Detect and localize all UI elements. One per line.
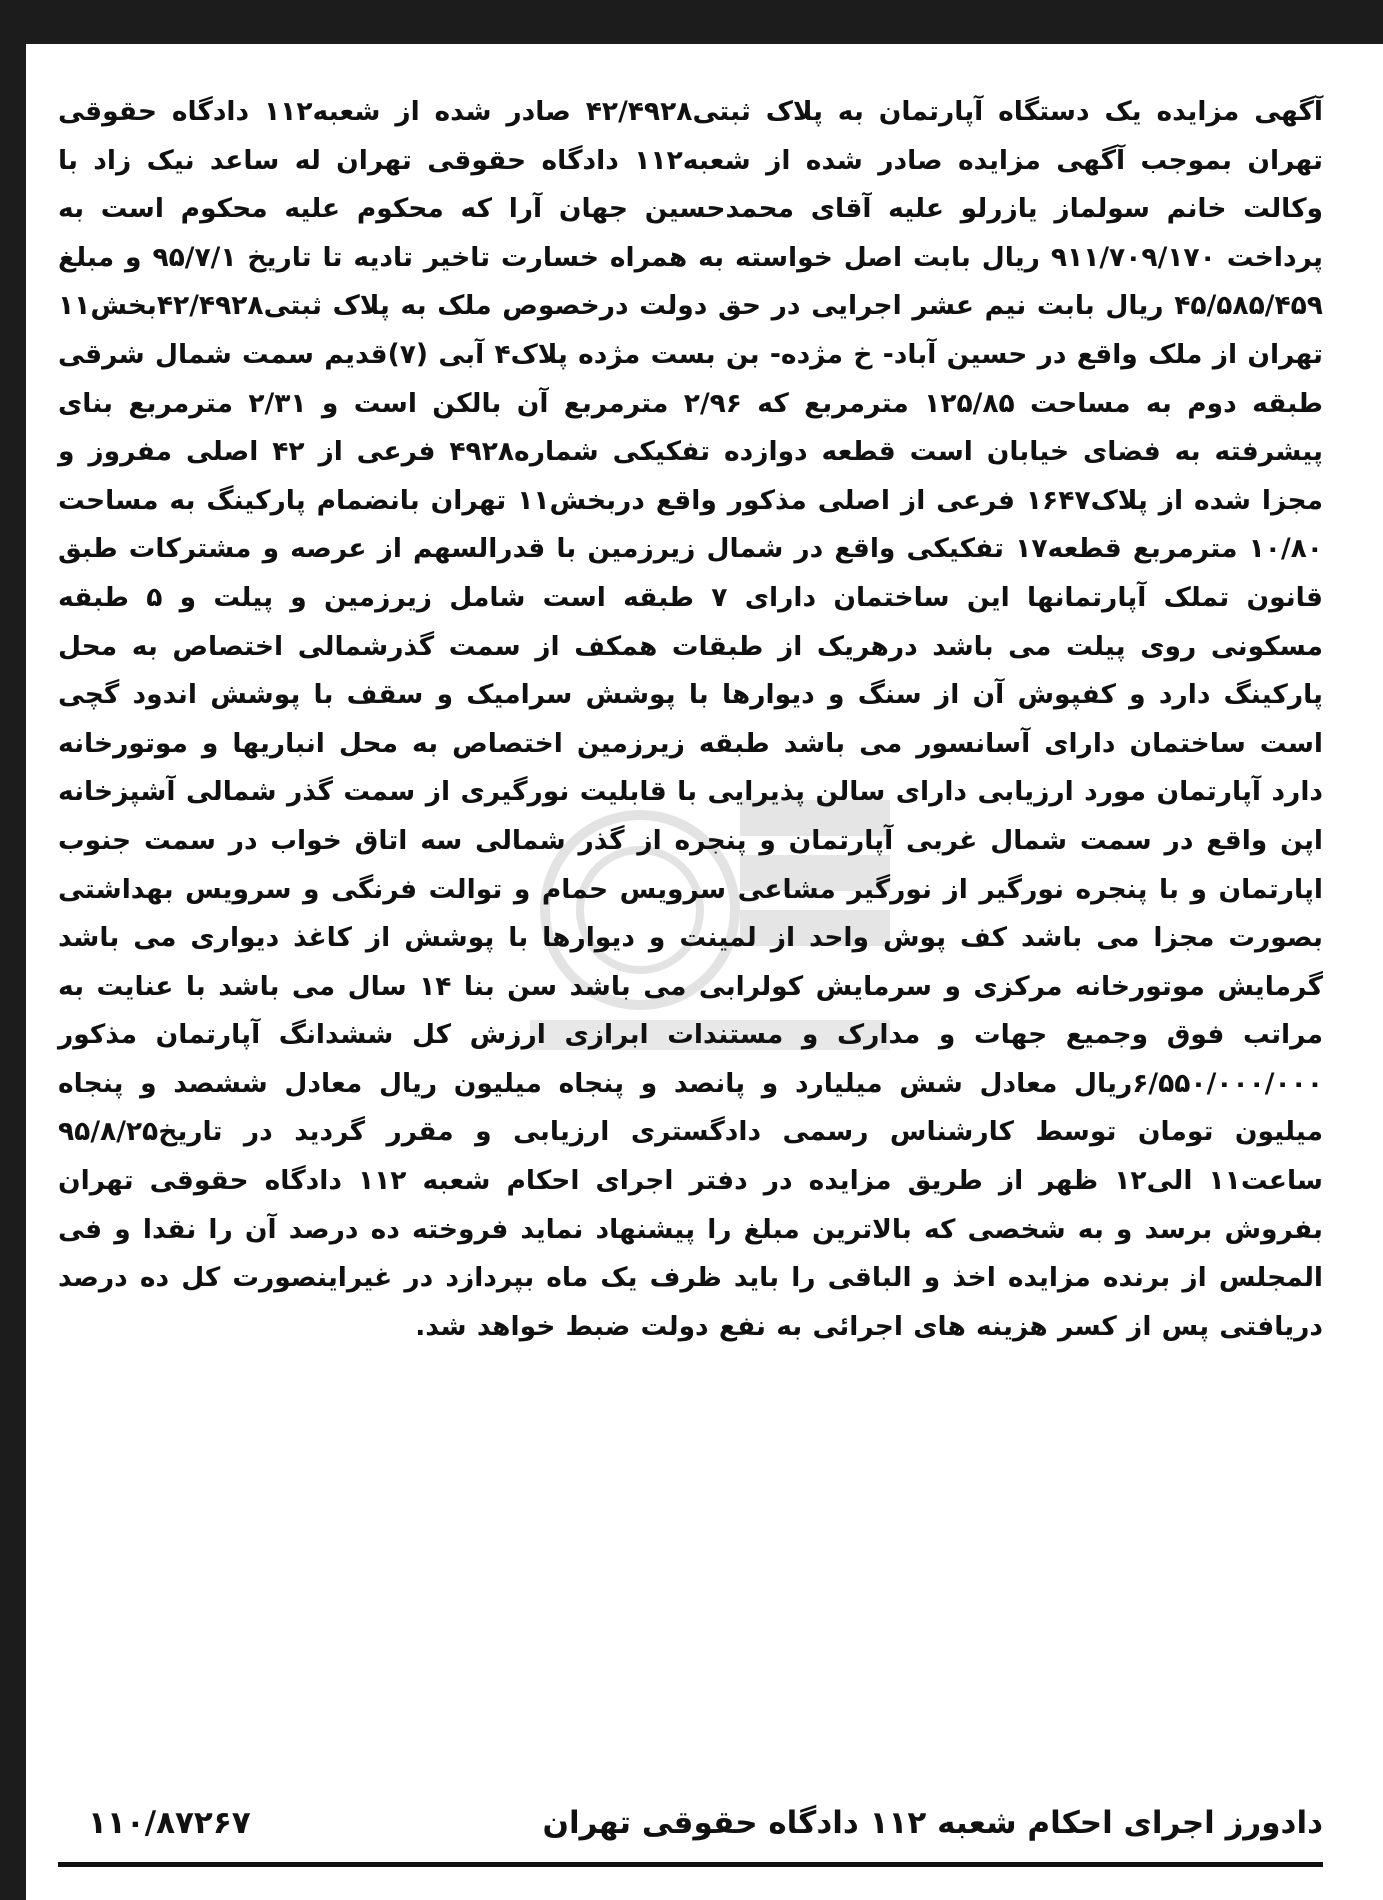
footer-code: ۱۱۰/۸۷۲۶۷	[88, 1805, 251, 1841]
top-border-bar	[0, 0, 1383, 44]
footer-signature: دادورز اجرای احکام شعبه ۱۱۲ دادگاه حقوقی تهران	[542, 1805, 1323, 1841]
auction-notice	[58, 88, 1323, 1351]
notice-footer	[58, 1795, 1323, 1855]
notice-body: آگهی مزایده یک دستگاه آپارتمان به پلاک ثبتی۴۲/۴۹۲۸ صادر شده از شعبه۱۱۲ دادگاه حقوقی تهران بموجب آگهی مزایده صادر شده از شعبه۱۱۲ دادگاه حقوقی تهران له ساعد نیک زاد با وکالت خانم سولماز یازرلو علیه آقای محمدحسین جهان آرا که محکوم علیه محکوم است به پرداخت ۹۱۱/۷۰۹/۱۷۰ ریال بابت اصل خواسته به همراه خسارت تاخیر تادیه تا تاریخ ۹۵/۷/۱ و مبلغ ۴۵/۵۸۵/۴۵۹ ریال بابت نیم عشر اجرایی در حق دولت درخصوص ملک به پلاک ثبتی۴۲/۴۹۲۸بخش۱۱ تهران از ملک واقع در حسین آباد- خ مژده- بن بست مژده پلاک۴ آبی (۷)قدیم سمت شمال شرقی طبقه دوم به مساحت ۱۲۵/۸۵ مترمربع که ۲/۹۶ مترمربع آن بالکن است و ۲/۳۱ مترمربع بنای پیشرفته به فضای خیابان است قطعه دوازده تفکیکی شماره۴۹۲۸ فرعی از ۴۲ اصلی مفروز و مجزا شده از پلاک۱۶۴۷ فرعی از اصلی مذکور واقع دربخش۱۱ تهران بانضمام پارکینگ به مساحت ۱۰/۸۰ مترمربع قطعه۱۷ تفکیکی واقع در شمال زیرزمین با قدرالسهم از عرصه و مشترکات طبق قانون تملک آپارتمانها این ساختمان دارای ۷ طبقه است شامل زیرزمین و پیلت و ۵ طبقه مسکونی روی پیلت می باشد درهریک از طبقات همکف از سمت گذرشمالی اختصاص به محل پارکینگ دارد و کفپوش آن از سنگ و دیوارها با پوشش سرامیک و سقف با پوشش اندود گچی است ساختمان دارای آسانسور می باشد طبقه زیرزمین اختصاص به محل انباریها و موتورخانه دارد آپارتمان مورد ارزیابی دارای سالن پذیرایی با قابلیت نورگیری از سمت گذر شمالی آشپزخانه اپن واقع در سمت شمال غربی آپارتمان و پنجره از گذر شمالی سه اتاق خواب در سمت جنوب اپارتمان و با پنجره نورگیر از نورگیر مشاعی سرویس حمام و توالت فرنگی و سرویس بهداشتی بصورت مجزا می باشد کف پوش واحد از لمینت و دیوارها با پوشش از کاغذ دیواری می باشد گرمایش موتورخانه مرکزی و سرمایش کولرابی می باشد سن بنا ۱۴ سال می باشد با عنایت به مراتب فوق وجمیع جهات و مدارک و مستندات ابرازی ارزش کل ششدانگ آپارتمان مذکور ۶/۵۵۰/۰۰۰/۰۰۰ریال معادل شش میلیارد و پانصد و پنجاه میلیون ریال معادل ششصد و پنجاه میلیون تومان توسط کارشناس رسمی دادگستری ارزیابی و مقرر گردید در تاریخ۹۵/۸/۲۵ ساعت۱۱ الی۱۲ ظهر از طریق مزایده در دفتر اجرای احکام شعبه ۱۱۲ دادگاه حقوقی تهران بفروش برسد و به شخصی که بالاترین مبلغ را پیشنهاد نماید فروخته ده درصد آن را نقدا و فی المجلس از برنده مزایده اخذ و الباقی را باید ظرف یک ماه بپردازد در غیراینصورت کل ده درصد دریافتی پس از کسر هزینه های اجرائی به نفع دولت ضبط خواهد شد.	[58, 96, 1324, 1342]
footer-divider	[58, 1862, 1323, 1867]
left-border-bar	[0, 44, 26, 1900]
